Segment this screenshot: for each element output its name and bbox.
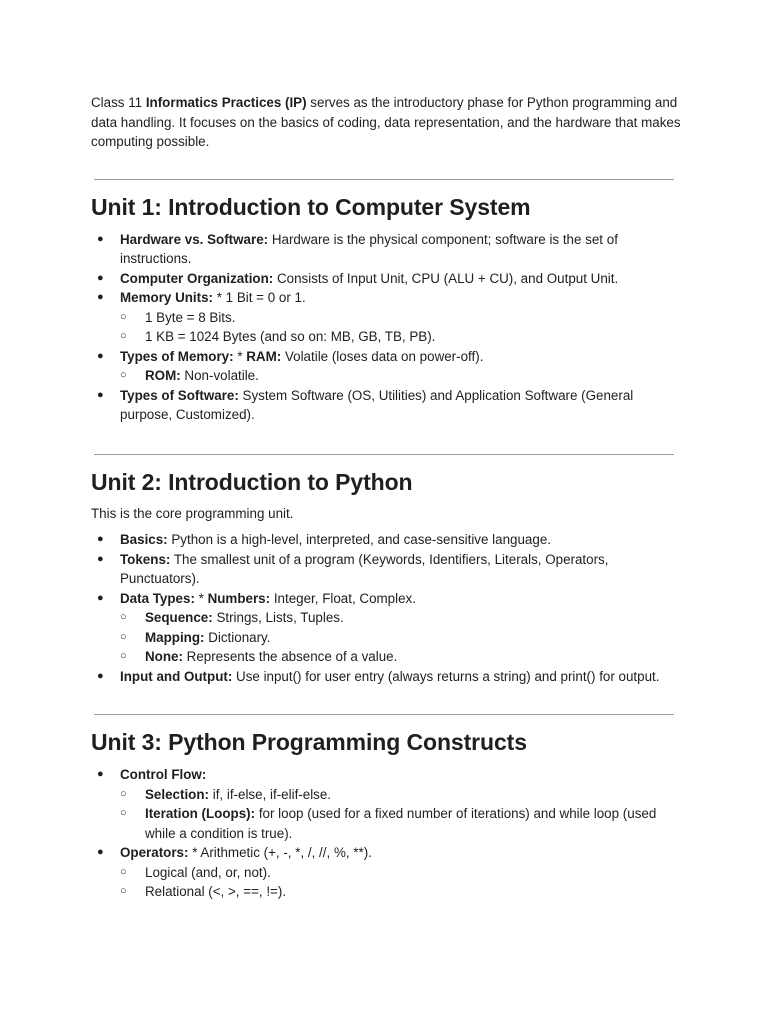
list-item xyxy=(91,667,681,687)
sub-list-item xyxy=(91,785,681,805)
list-item xyxy=(91,386,681,425)
document-page xyxy=(91,93,681,902)
sub-list-item xyxy=(91,308,681,328)
bullet-circle-icon: ○ xyxy=(120,865,127,878)
item-label: ROM: xyxy=(145,368,181,383)
item-label: None: xyxy=(145,649,183,664)
item-text: The smallest unit of a program (Keywords, Identifiers, Literals, Operators, Punctuators). xyxy=(120,551,609,586)
sub-list-item xyxy=(91,804,681,843)
unit1-title: Unit 1: Introduction to Computer System xyxy=(91,193,531,220)
list-item xyxy=(91,347,681,367)
intro-bold: Informatics Practices (IP) xyxy=(145,95,307,110)
list-item xyxy=(91,288,681,308)
item-label: Sequence: xyxy=(145,610,213,625)
unit2-title: Unit 2: Introduction to Python xyxy=(91,468,413,495)
item-label: Mapping: xyxy=(145,629,205,645)
bullet-dot-icon: ● xyxy=(97,533,104,545)
item-text: Use input() for user entry (always returns a string) and print() for output. xyxy=(232,668,660,684)
item-text: for loop (used for a fixed number of iterations) and while loop (used while a condition is true). xyxy=(145,806,657,841)
sub-list-item xyxy=(91,327,681,347)
item-label: Selection: xyxy=(145,786,209,802)
unit1-list xyxy=(91,230,681,425)
bullet-circle-icon: ○ xyxy=(120,611,127,623)
sub-list-item xyxy=(91,882,681,902)
intro-rest: serves as the introductory phase for Python programming and data handling. It focuses on the basics of coding, data representation, and the hardware that makes computing possible. xyxy=(91,95,681,149)
bullet-dot-icon: ● xyxy=(97,232,104,245)
unit3-title: Unit 3: Python Programming Constructs xyxy=(91,729,527,755)
item-text: * 1 Bit = 0 or 1. xyxy=(213,290,306,305)
list-item xyxy=(91,550,681,589)
item-text: Logical (and, or, not). xyxy=(145,864,271,880)
list-item xyxy=(91,765,681,785)
bullet-circle-icon: ○ xyxy=(120,310,127,323)
bullet-dot-icon: ● xyxy=(97,552,104,565)
unit2-lead: This is the core programming unit. xyxy=(91,505,294,521)
item-text: Dictionary. xyxy=(204,629,271,645)
item-label: Hardware vs. Software: xyxy=(120,231,269,247)
list-item xyxy=(91,589,681,609)
item-label: Basics: xyxy=(120,532,168,547)
item-text: Non-volatile. xyxy=(180,368,259,383)
item-text: Python is a high-level, interpreted, and case-sensitive language. xyxy=(167,532,551,547)
item-text: Represents the absence of a value. xyxy=(182,649,398,664)
bullet-circle-icon: ○ xyxy=(120,787,127,800)
item-text: Hardware is the physical component; software is the set of instructions. xyxy=(120,231,618,266)
section-divider xyxy=(94,454,674,455)
item-label: Types of Memory: xyxy=(120,348,234,364)
bullet-circle-icon: ○ xyxy=(120,807,127,819)
item-label: Data Types: xyxy=(120,590,195,606)
bullet-dot-icon: ● xyxy=(97,349,104,362)
bullet-circle-icon: ○ xyxy=(120,330,127,342)
item-text: Volatile (loses data on power-off). xyxy=(281,348,484,364)
item-label: Control Flow: xyxy=(120,767,207,782)
item-text: System Software (OS, Utilities) and Application Software (General purpose, Customized). xyxy=(120,387,634,422)
bullet-dot-icon: ● xyxy=(97,271,104,284)
unit3-list xyxy=(91,765,681,902)
sub-list-item xyxy=(91,647,681,667)
sub-list-item xyxy=(91,863,681,883)
section-divider xyxy=(94,179,674,180)
bullet-dot-icon: ● xyxy=(97,388,104,401)
bullet-circle-icon: ○ xyxy=(120,885,127,897)
item-text: Integer, Float, Complex. xyxy=(270,590,416,606)
sub-list-item xyxy=(91,366,681,386)
bullet-circle-icon: ○ xyxy=(120,630,127,643)
item-text: * Arithmetic (+, -, *, /, //, %, **). xyxy=(188,845,372,860)
bullet-circle-icon: ○ xyxy=(120,650,127,662)
item-text: * xyxy=(194,590,208,606)
unit2-list xyxy=(91,530,681,686)
list-item xyxy=(91,530,681,550)
bullet-dot-icon: ● xyxy=(97,591,104,604)
item-text: Strings, Lists, Tuples. xyxy=(212,610,344,625)
sub-list-item xyxy=(91,628,681,648)
item-text: 1 KB = 1024 Bytes (and so on: MB, GB, TB, PB). xyxy=(145,329,436,344)
bullet-dot-icon: ● xyxy=(97,291,104,303)
item-label: Computer Organization: xyxy=(120,270,274,286)
item-label: Operators: xyxy=(120,845,189,860)
item-label: Input and Output: xyxy=(120,668,233,684)
section-divider xyxy=(94,714,674,715)
item-label: Types of Software: xyxy=(120,387,239,403)
item-label: Tokens: xyxy=(120,551,171,567)
list-item xyxy=(91,843,681,863)
list-item xyxy=(91,269,681,289)
item-label: RAM: xyxy=(246,348,282,364)
bullet-dot-icon: ● xyxy=(97,768,104,780)
item-text: 1 Byte = 8 Bits. xyxy=(145,309,236,325)
item-text: Relational (<, >, ==, !=). xyxy=(145,884,287,899)
item-text: * xyxy=(233,348,247,364)
bullet-dot-icon: ● xyxy=(97,669,104,682)
item-label: Numbers: xyxy=(207,590,271,606)
item-label: Memory Units: xyxy=(120,290,214,305)
sub-list-item xyxy=(91,608,681,628)
intro-paragraph xyxy=(91,93,681,152)
item-label: Iteration (Loops): xyxy=(145,806,256,821)
bullet-circle-icon: ○ xyxy=(120,369,127,381)
item-text: Consists of Input Unit, CPU (ALU + CU), and Output Unit. xyxy=(273,270,619,286)
list-item xyxy=(91,230,681,269)
intro-lead: Class 11 xyxy=(91,95,146,110)
bullet-dot-icon: ● xyxy=(97,846,104,858)
item-text: if, if-else, if-elif-else. xyxy=(209,786,332,802)
